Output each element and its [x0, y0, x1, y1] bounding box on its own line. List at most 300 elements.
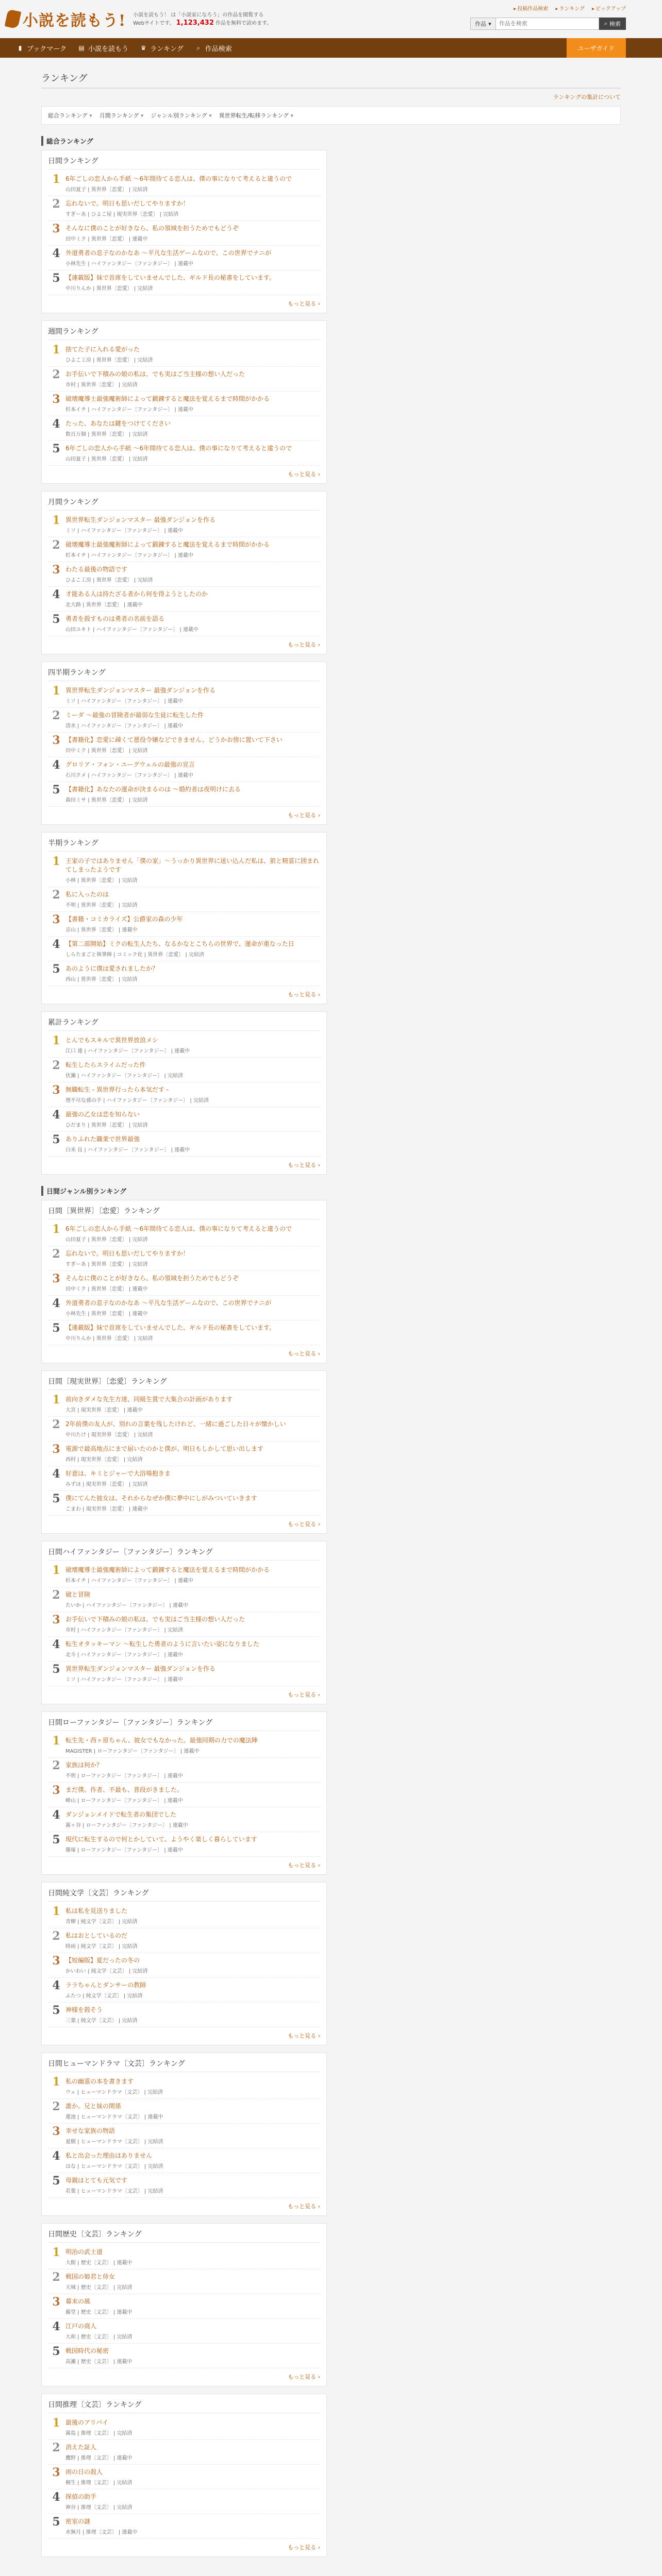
work-count: 1,123,432 [176, 19, 214, 27]
search-input[interactable] [496, 18, 599, 30]
ranking-item[interactable] [48, 246, 320, 270]
work-title[interactable]: 私と出会った理由はありません [65, 2152, 153, 2159]
ranking-item[interactable] [48, 416, 320, 441]
rank-number: 4 [52, 1108, 60, 1122]
work-title[interactable]: 異世界転生ダンジョンマスター 最強ダンジョンを作る [65, 687, 216, 694]
ranking-item[interactable] [48, 562, 320, 587]
ranking-item[interactable] [48, 1271, 320, 1296]
work-title[interactable]: ありふれた職業で世界最強 [65, 1136, 140, 1143]
work-title[interactable]: 幕末の風 [65, 2298, 91, 2305]
ranking-item[interactable] [48, 1222, 320, 1246]
ranking-item[interactable] [48, 2099, 320, 2124]
ranking-item[interactable] [48, 612, 320, 636]
work-title[interactable]: 前向きダメな先生方達、同級生賞で大集合の計画があります [65, 1396, 233, 1403]
ranking-item[interactable] [48, 1587, 320, 1612]
ranking-item[interactable] [48, 2440, 320, 2465]
ranking-item[interactable] [48, 1442, 320, 1466]
work-title[interactable]: 母親はとても元気です [65, 2177, 128, 2184]
ranking-item[interactable] [48, 1928, 320, 1953]
rank-number: 2 [52, 197, 60, 211]
ranking-item[interactable] [48, 2148, 320, 2173]
rank-number: 1 [52, 1034, 60, 1047]
work-title[interactable]: 外道勇者の息子なのかなあ ～平凡な生活ゲームなので、この世界でナニが [65, 1299, 272, 1307]
more-link[interactable]: もっと見る › [48, 2031, 320, 2040]
work-title[interactable]: 破壊魔導士最強魔術師によって鍛錬すると魔法を覚えるまで時間がかかる [65, 395, 270, 402]
more-link[interactable]: もっと見る › [48, 1520, 320, 1528]
work-title[interactable]: 6年ごしの恋人から手紙 ～6年間待てる恋人は、僕の事になりて考えると違うので [65, 445, 292, 452]
bookmark-icon: ▮ [18, 44, 22, 52]
ranking-item[interactable] [48, 1783, 320, 1807]
rank-number: 1 [52, 2246, 60, 2259]
ranking-item[interactable] [48, 2294, 320, 2319]
ranking-item[interactable] [48, 270, 320, 295]
work-title[interactable]: 6年ごしの恋人から手紙 ～6年間待てる恋人は、僕の事になりて考えると違うので [65, 175, 292, 182]
rank-number: 4 [52, 1808, 60, 1822]
rank-number: 1 [52, 343, 60, 357]
work-meta: しらたまごと執筆陣 | コミック化 | 異世界〔恋愛〕 | 完結済 [65, 952, 204, 958]
work-title[interactable]: 外道勇者の息子なのかなあ ～平凡な生活ゲームなので、この世界でナニが [65, 249, 272, 257]
ranking-item[interactable] [48, 1563, 320, 1587]
ranking-item[interactable] [48, 1662, 320, 1686]
rank-number: 2 [52, 2270, 60, 2284]
more-link[interactable]: もっと見る › [48, 640, 320, 649]
work-meta: 京山 | 異世界〔恋愛〕 | 連載中 [65, 927, 138, 933]
ranking-item[interactable] [48, 912, 320, 937]
ranking-item[interactable] [48, 1417, 320, 1442]
work-title[interactable]: ダンジョンメイドで転生者の集団でした [65, 1811, 176, 1818]
ranking-item[interactable] [48, 1978, 320, 2003]
work-meta: 天城 | 歴史〔文芸〕 | 完結済 [65, 2285, 133, 2291]
tagline-line-2: Webサイトです。 [133, 20, 175, 26]
rank-number: 2 [52, 1247, 60, 1261]
ranking-item[interactable] [48, 2269, 320, 2294]
ranking-card [41, 1711, 327, 1875]
work-title[interactable]: 転生したらスライムだった件 [65, 1061, 146, 1069]
work-meta: 田中ミク | 異世界〔恋愛〕 | 連載中 [65, 236, 148, 242]
tab-genre[interactable]: ジャンル別ランキング ▾ [151, 111, 211, 120]
work-title[interactable]: 戦国時代の秘密 [65, 2347, 109, 2354]
work-title[interactable]: 【短編版】夏だったの冬の [65, 1957, 140, 1964]
work-title[interactable]: ララちゃんとダンサーの教師 [65, 1981, 146, 1989]
ranking-item[interactable] [48, 2074, 320, 2099]
ranking-card [41, 832, 327, 1004]
rank-number: 3 [52, 2295, 60, 2309]
ranking-item[interactable] [48, 1320, 320, 1345]
rank-number: 5 [52, 2004, 60, 2017]
work-meta: 水無月 | 推理〔文芸〕 | 連載中 [65, 2530, 138, 2535]
work-title[interactable]: そんなに僕のことが好きなら、私の領域を担うためでもどうぞ [65, 225, 239, 232]
ranking-item[interactable] [48, 2415, 320, 2440]
ranking-card [41, 1370, 327, 1534]
work-meta: 中川たけ | 現実世界〔恋愛〕 | 完結済 [65, 1432, 153, 1438]
rank-number: 2 [52, 538, 60, 552]
work-title[interactable]: 電源で最高地点にまで届いたのかと僕が、明日もしかして思い出します [65, 1445, 264, 1452]
work-title[interactable]: 最後のアリバイ [65, 2419, 109, 2426]
rank-number: 5 [52, 1321, 60, 1335]
ranking-item[interactable] [48, 1491, 320, 1516]
work-meta: 若葉 | ヒューマンドラマ〔文芸〕 | 完結済 [65, 2189, 163, 2194]
work-title[interactable]: たった、あなたは鍵をつけてください [65, 420, 171, 427]
more-link[interactable]: もっと見る › [48, 470, 320, 478]
ranking-item[interactable] [48, 172, 320, 196]
rank-number: 3 [52, 563, 60, 577]
ranking-item[interactable] [48, 1953, 320, 1978]
rank-number: 5 [52, 1133, 60, 1146]
nav-search[interactable] [195, 43, 232, 53]
rank-number: 3 [52, 2125, 60, 2138]
ranking-item[interactable] [48, 513, 320, 537]
ranking-card-title: 日間ランキング [48, 156, 320, 170]
work-meta: 西村 | 現実世界〔恋愛〕 | 完結済 [65, 1457, 143, 1463]
work-title[interactable]: 破壊魔導士最強魔術師によって鍛錬すると魔法を覚えるまで時間がかかる [65, 1566, 270, 1573]
work-title[interactable]: 【連載版】妹で首席をしていませんでした、ギルド長の秘書をしています。 [65, 1324, 275, 1331]
ranking-item[interactable] [48, 221, 320, 246]
search-button[interactable] [599, 18, 626, 30]
ranking-item[interactable] [48, 2319, 320, 2344]
ranking-card [41, 320, 327, 484]
work-title[interactable]: 明治の武士道 [65, 2248, 103, 2256]
rank-number: 3 [52, 1954, 60, 1968]
work-meta: 江口 連 | ハイファンタジー〔ファンタジー〕 | 連載中 [65, 1048, 190, 1054]
rank-number: 1 [52, 2416, 60, 2430]
search-type-select[interactable] [470, 18, 496, 30]
nav-bookmark-label: ブックマーク [27, 45, 67, 53]
work-title[interactable]: そんなに僕のことが好きなら、私の領域を担うためでもどうぞ [65, 1275, 239, 1282]
more-link[interactable]: もっと見る › [48, 811, 320, 819]
work-meta: たいか | ハイファンタジー〔ファンタジー〕 | 連載中 [65, 1603, 188, 1608]
work-title[interactable]: 勇者を殺すものは勇者の名前を語る [65, 615, 165, 622]
ranking-card-title: 半期ランキング [48, 838, 320, 852]
ranking-item[interactable] [48, 1466, 320, 1491]
crown-icon: ♛ [140, 44, 146, 52]
top-link-ranking[interactable]: ▸ ランキング [555, 4, 585, 12]
ranking-card [41, 1200, 327, 1363]
work-title[interactable]: 江戸の商人 [65, 2323, 97, 2330]
work-title[interactable]: あのように僕は愛されましたか？ [65, 965, 159, 972]
work-title[interactable]: 雨の日の殺人 [65, 2468, 103, 2476]
work-meta: ウェ | ヒューマンドラマ〔文芸〕 | 完結済 [65, 2090, 163, 2095]
work-meta: 時雨 | 純文学〔文芸〕 | 完結済 [65, 1944, 138, 1950]
work-title[interactable]: お手伝いで下積みの娘の私は、でも実はご当主様の想い人だった [65, 1616, 245, 1623]
ranking-item[interactable] [48, 196, 320, 221]
rank-number: 2 [52, 1929, 60, 1943]
work-title[interactable]: グロリア・フォン・ユーグウェルの最強の宣言 [65, 761, 195, 768]
ranking-item[interactable] [48, 537, 320, 562]
ranking-item[interactable] [48, 2344, 320, 2368]
work-meta: 伏瀬 | ハイファンタジー〔ファンタジー〕 | 完結済 [65, 1073, 183, 1079]
work-meta: 桐生 | 推理〔文芸〕 | 完結済 [65, 2480, 133, 2486]
work-title[interactable]: 異世界転生ダンジョンマスター 最強ダンジョンを作る [65, 516, 216, 523]
ranking-item[interactable] [48, 1296, 320, 1320]
ranking-item[interactable] [48, 757, 320, 782]
book-icon: ▤ [78, 44, 85, 52]
rank-number: 2 [52, 1059, 60, 1072]
nav-read[interactable] [78, 43, 128, 53]
work-meta: ミソ | ハイファンタジー〔ファンタジー〕 | 連載中 [65, 528, 183, 534]
work-title[interactable]: 【第二部開始】ミクの転生人たち、なるかなとこちらの世界で、運命が重なった日 [65, 940, 294, 947]
rank-number: 2 [52, 2441, 60, 2454]
more-link[interactable]: もっと見る › [48, 299, 320, 308]
tab-overall[interactable]: 総合ランキング ▾ [48, 111, 92, 120]
work-title[interactable]: 6年ごしの恋人から手紙 ～6年間待てる恋人は、僕の事になりて考えると違うので [65, 1225, 292, 1232]
work-title[interactable]: 忘れないで。明日も思いだしてやりますか！ [65, 1250, 189, 1257]
work-meta: 小林 | 異世界〔恋愛〕 | 完結済 [65, 878, 138, 884]
work-title[interactable]: 誰か。兄と妹の関係 [65, 2103, 122, 2110]
ranking-item[interactable] [48, 1807, 320, 1832]
rank-number: 2 [52, 2100, 60, 2113]
ranking-item[interactable] [48, 1758, 320, 1783]
more-link[interactable]: もっと見る › [48, 1861, 320, 1869]
rank-number: 3 [52, 1613, 60, 1626]
rank-number: 5 [52, 2345, 60, 2358]
ranking-card-title: 日間〔異世界〕〔恋愛〕ランキング [48, 1206, 320, 1219]
work-title[interactable]: 王家の子ではありません「僕の家」～うっかり異世界に迷い込んだ私は、狼と精霊に囲まれてしまったようです [65, 857, 320, 873]
work-title[interactable]: 才能ある人は持たざる者から何を得ようとしたのか [65, 590, 208, 598]
nav-bookmark[interactable] [16, 43, 67, 53]
work-meta: 峰山 | ローファンタジー〔ファンタジー〕 | 連載中 [65, 1798, 183, 1804]
more-link[interactable]: もっと見る › [48, 2543, 320, 2551]
work-title[interactable]: 転生先・西ヶ原ちゃん、彼女でもなかった。最強同期の力での魔法陣 [65, 1737, 258, 1744]
rank-number: 2 [52, 1418, 60, 1431]
brush-logo-icon [5, 9, 22, 29]
work-meta: 夏樹 | ヒューマンドラマ〔文芸〕 | 完結済 [65, 2139, 163, 2145]
ranking-item[interactable] [48, 887, 320, 912]
ranking-card [41, 1541, 327, 1704]
rank-number: 5 [52, 2515, 60, 2529]
rank-number: 4 [52, 1297, 60, 1310]
more-link[interactable]: もっと見る › [48, 2372, 320, 2381]
work-meta: ミソ | ハイファンタジー〔ファンタジー〕 | 連載中 [65, 1677, 183, 1683]
work-title[interactable]: 密室の謎 [65, 2518, 91, 2525]
rank-number: 3 [52, 734, 60, 747]
ranking-item[interactable] [48, 2514, 320, 2539]
ranking-item[interactable] [48, 587, 320, 612]
ranking-item[interactable] [48, 1392, 320, 1417]
ranking-grid [41, 150, 621, 1175]
work-title[interactable]: 最強の乙女は恋を知らない [65, 1111, 140, 1118]
rank-number: 4 [52, 1467, 60, 1481]
work-title[interactable]: 無職転生 - 異世界行ったら本気だす - [65, 1086, 169, 1093]
site-tagline [133, 11, 272, 27]
work-title[interactable]: 異世界転生ダンジョンマスター 最強ダンジョンを作る [65, 1665, 216, 1672]
work-meta: すぎーあ | 異世界〔恋愛〕 | 完結済 [65, 1262, 148, 1267]
work-meta: 西山 | 異世界〔恋愛〕 | 完結済 [65, 977, 138, 982]
work-meta: 高瀬 | 歴史〔文芸〕 | 連載中 [65, 2359, 133, 2365]
more-link[interactable]: もっと見る › [48, 1349, 320, 1358]
work-title[interactable]: 【書籍化】恋愛に疎くて悪役令嬢などできません、どうかお傍に置いて下さい [65, 736, 283, 743]
ranking-item[interactable] [48, 1637, 320, 1662]
rank-number: 2 [52, 709, 60, 722]
work-title[interactable]: とんでもスキルで異世界放浪メシ [65, 1037, 158, 1044]
rank-number: 5 [52, 1833, 60, 1846]
top-link-search[interactable]: ▸ 投稿作品検索 [514, 4, 548, 12]
work-title[interactable]: 現代に転生するので何とかしていて、ようやく楽しく暮らしています [65, 1836, 257, 1843]
rank-number: 3 [52, 1083, 60, 1097]
work-title[interactable]: 転生オタッキーマン ～転生した勇者のように言いたい姿になりました [65, 1640, 259, 1648]
ranking-item[interactable] [48, 733, 320, 757]
rank-number: 4 [52, 1979, 60, 1992]
more-link[interactable]: もっと見る › [48, 1161, 320, 1169]
nav-search-label: 作品検索 [205, 45, 232, 53]
work-title[interactable]: ミーダ ～最強の冒険者が最弱な生徒に転生した件 [65, 711, 204, 719]
ranking-item[interactable] [48, 1904, 320, 1928]
rank-number: 4 [52, 2490, 60, 2504]
more-link[interactable]: もっと見る › [48, 2202, 320, 2210]
work-title[interactable]: 捨てた子に入れる愛がった [65, 346, 140, 353]
ranking-card [41, 2394, 327, 2557]
work-meta: 杉本イチ | ハイファンタジー〔ファンタジー〕 | 連載中 [65, 553, 193, 558]
nav-ranking-label: ランキング [150, 45, 184, 53]
rank-number: 4 [52, 938, 60, 951]
work-meta: 北斗 | ハイファンタジー〔ファンタジー〕 | 連載中 [65, 1652, 183, 1658]
ranking-card-title: 累計ランキング [48, 1017, 320, 1031]
work-meta: ひよこ工房 | 異世界〔恋愛〕 | 完結済 [65, 578, 153, 583]
work-title[interactable]: 【書籍・コミカライズ】公爵家の森の少年 [65, 916, 183, 923]
work-title[interactable]: 私の幽霊の本を書きます [65, 2078, 134, 2085]
work-meta: 中川りんか | 異世界〔恋愛〕 | 完結済 [65, 286, 153, 292]
ranking-item[interactable] [48, 2003, 320, 2027]
work-meta: 市村 | 異世界〔恋愛〕 | 完結済 [65, 382, 138, 388]
work-meta: 大和 | 歴史〔文芸〕 | 完結済 [65, 2334, 133, 2340]
ranking-item[interactable] [48, 1612, 320, 1637]
work-title[interactable]: 私に入ったのは [65, 891, 109, 898]
work-title[interactable]: 戦国の姫君と侍女 [65, 2273, 115, 2280]
tab-monthly[interactable]: 月間ランキング ▾ [100, 111, 144, 120]
tagline-line-1: 小説を読もう！ は「小説家になろう」の作品を閲覧する [133, 12, 264, 18]
work-meta: 小林先生 | 異世界〔恋愛〕 | 連載中 [65, 1311, 148, 1317]
work-meta: 不明 | 異世界〔恋愛〕 | 完結済 [65, 903, 138, 908]
work-meta: 田中ミク | 異世界〔恋愛〕 | 完結済 [65, 748, 148, 754]
work-meta: ひだまり | 異世界〔恋愛〕 | 完結済 [65, 1123, 148, 1128]
rank-number: 4 [52, 247, 60, 260]
ranking-sections [41, 136, 621, 2557]
rank-number: 1 [52, 855, 60, 868]
ranking-item[interactable] [48, 1058, 320, 1082]
work-meta: 青柳 | 純文学〔文芸〕 | 完結済 [65, 1919, 138, 1925]
work-meta: 杉本イチ | ハイファンタジー〔ファンタジー〕 | 連載中 [65, 1578, 193, 1584]
work-title[interactable]: 【連載版】妹で首席をしていませんでした、ギルド長の秘書をしています。 [65, 274, 275, 281]
ranking-item[interactable] [48, 937, 320, 961]
nav-ranking[interactable] [140, 43, 184, 53]
ranking-tabs [41, 106, 621, 125]
ranking-item[interactable] [48, 1082, 320, 1107]
ranking-item[interactable] [48, 1033, 320, 1058]
work-meta: 田中ミク | 異世界〔恋愛〕 | 連載中 [65, 1286, 148, 1292]
ranking-item[interactable] [48, 1832, 320, 1857]
ranking-item[interactable] [48, 708, 320, 733]
work-title[interactable]: 好意は、キミとジャーで大浴場抱きま [65, 1470, 171, 1477]
work-meta: 山田夏子 | 異世界〔恋愛〕 | 完結済 [65, 187, 148, 193]
work-title[interactable]: 2年前僕の友人が、別れの言葉を残したけれど、一緒に過ごした日々が懐かしい [65, 1420, 286, 1428]
ranking-item[interactable] [48, 1733, 320, 1758]
user-guide-label: ユーザガイド [577, 44, 615, 52]
site-logo[interactable] [6, 8, 126, 30]
work-title[interactable]: お手伝いで下積みの娘の私は、でも実はご当主様の想い人だった [65, 370, 245, 378]
rank-number: 3 [52, 222, 60, 235]
work-title[interactable]: 私はおとしているのだ [65, 1932, 128, 1939]
search-type-label: 作品 [475, 21, 487, 27]
search-icon: ⌕ [604, 20, 607, 27]
work-title[interactable]: 幸せな家族の物語 [65, 2127, 115, 2134]
rank-number: 4 [52, 2149, 60, 2163]
ranking-item[interactable] [48, 441, 320, 466]
work-meta: はな | ヒューマンドラマ〔文芸〕 | 完結済 [65, 2164, 163, 2170]
ranking-card-title: 月間ランキング [48, 497, 320, 511]
work-title[interactable]: 神様を殺そう [65, 2006, 103, 2013]
ranking-item[interactable] [48, 2245, 320, 2269]
tab-isekai[interactable]: 異世界転生/転移ランキング ▾ [219, 111, 293, 120]
rank-number: 3 [52, 393, 60, 406]
work-meta: みずほ | 現実世界〔恋愛〕 | 完結済 [65, 1482, 148, 1487]
more-link[interactable]: もっと見る › [48, 990, 320, 998]
ranking-item[interactable] [48, 854, 320, 887]
rank-number: 4 [52, 2320, 60, 2333]
ranking-item[interactable] [48, 367, 320, 392]
work-title[interactable]: 忘れないで。明日も思いだしてやりますか！ [65, 200, 189, 207]
rank-number: 4 [52, 758, 60, 772]
user-guide-button[interactable] [567, 38, 626, 58]
work-title[interactable]: 【書籍化】あなたの運命が決まるのは ～婚約者は夜明けに去る [65, 786, 241, 793]
chevron-down-icon: ▾ [488, 20, 491, 27]
ranking-card [41, 2223, 327, 2386]
work-meta: 理不尽な孫の手 | ハイファンタジー〔ファンタジー〕 | 完結済 [65, 1098, 209, 1104]
work-meta: ひよこ工房 | 異世界〔恋愛〕 | 完結済 [65, 358, 153, 363]
work-meta: ミソ | ハイファンタジー〔ファンタジー〕 | 連載中 [65, 699, 183, 704]
main-nav [0, 38, 662, 58]
work-meta: 石川クメ | ハイファンタジー〔ファンタジー〕 | 連載中 [65, 773, 193, 778]
work-meta: 霧島 | 推理〔文芸〕 | 完結済 [65, 2431, 133, 2436]
work-meta: 中川りんか | 異世界〔恋愛〕 | 完結済 [65, 1336, 153, 1342]
ranking-card-title: 日間〔現実世界〕〔恋愛〕ランキング [48, 1376, 320, 1390]
work-title[interactable]: 探偵の助手 [65, 2493, 97, 2500]
ranking-item[interactable] [48, 961, 320, 986]
more-link[interactable]: もっと見る › [48, 1690, 320, 1699]
search-icon: ⌕ [196, 44, 201, 52]
work-title[interactable]: 破と冒険 [65, 1591, 91, 1598]
work-title[interactable]: 私は私を見送りました [65, 1907, 128, 1914]
work-meta: 山田夏子 | 異世界〔恋愛〕 | 完結済 [65, 456, 148, 462]
section-heading: 日間ジャンル別ランキング [41, 1186, 621, 1196]
work-meta: 大館 | 歴史〔文芸〕 | 連載中 [65, 2260, 133, 2266]
ranking-item[interactable] [48, 342, 320, 367]
work-title[interactable]: 消えた証人 [65, 2444, 97, 2451]
ranking-item[interactable] [48, 1132, 320, 1157]
top-links [514, 4, 626, 12]
ranking-item[interactable] [48, 392, 320, 416]
work-title[interactable]: 家族は何か？ [65, 1761, 103, 1769]
ranking-info-link[interactable]: ランキングの集計について [553, 94, 621, 100]
ranking-item[interactable] [48, 782, 320, 807]
work-title[interactable]: 僕にてんた彼女は、それからなぜか僕に夢中にしがみついていきます [65, 1495, 257, 1502]
work-meta: MAGISTER | ローファンタジー〔ファンタジー〕 | 連載中 [65, 1749, 200, 1754]
ranking-item[interactable] [48, 2124, 320, 2148]
ranking-item[interactable] [48, 683, 320, 708]
ranking-item[interactable] [48, 1107, 320, 1132]
work-title[interactable]: わたる最後の物語です [65, 566, 128, 573]
work-meta: 杉本イチ | ハイファンタジー〔ファンタジー〕 | 連載中 [65, 407, 193, 413]
ranking-item[interactable] [48, 2465, 320, 2489]
work-meta: ふたつ | 純文学〔文芸〕 | 完結済 [65, 1993, 143, 1999]
work-title[interactable]: まだ僕、作者、不最も、普段がきました。 [65, 1786, 184, 1793]
work-title[interactable]: 破壊魔導士最強魔術師によって鍛錬すると魔法を覚えるまで時間がかかる [65, 541, 270, 548]
ranking-item[interactable] [48, 2489, 320, 2514]
top-link-pickup[interactable]: ▸ ピックアップ [592, 4, 626, 12]
rank-number: 1 [52, 1905, 60, 1918]
ranking-item[interactable] [48, 2173, 320, 2198]
rank-number: 5 [52, 1663, 60, 1676]
ranking-item[interactable] [48, 1246, 320, 1271]
top-header [0, 0, 662, 38]
